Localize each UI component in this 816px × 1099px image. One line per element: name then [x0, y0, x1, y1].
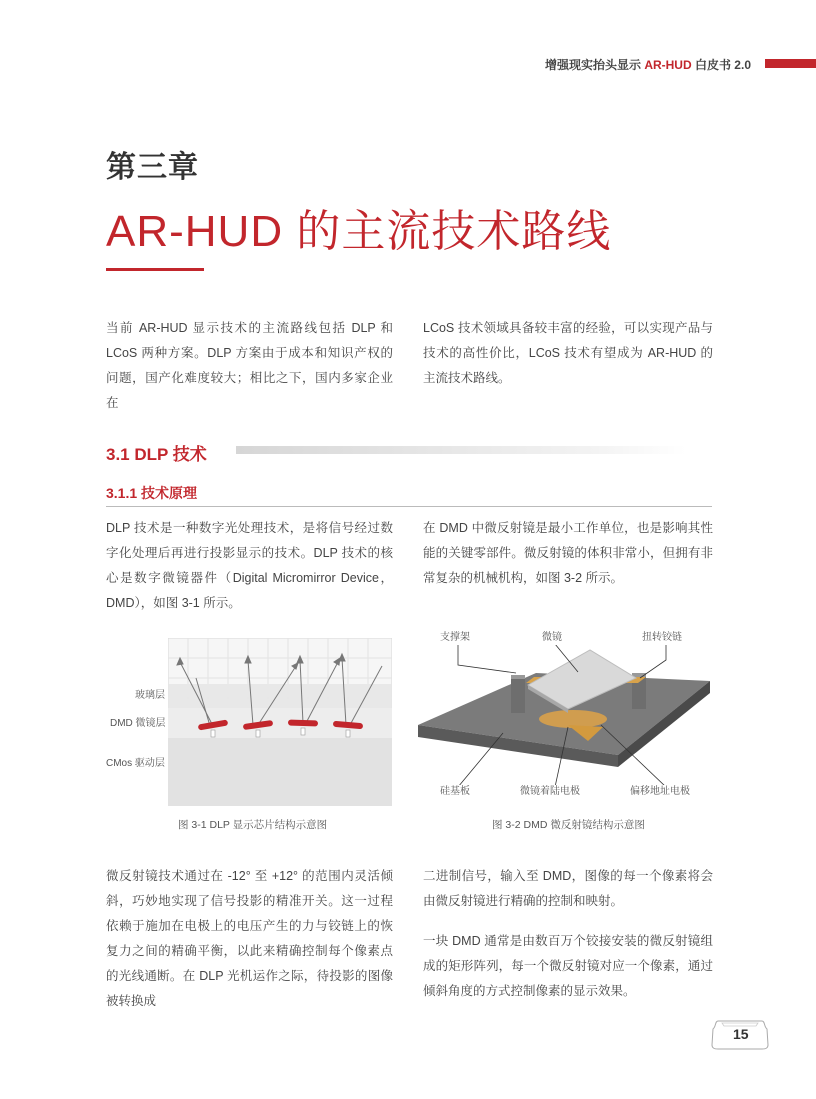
subsection-rule: [106, 506, 712, 507]
body2-left: 微反射镜技术通过在 -12° 至 +12° 的范围内灵活倾斜，巧妙地实现了信号投影的精准开关。这一过程依赖于施加在电极上的电压产生的力与铰链上的恢复力之间的精确平衡，以此来精确控制每个像素点的光线通断。在 DLP 光机运作之际，待投影的图像被转换成: [106, 869, 393, 1008]
section-bar: [236, 446, 686, 454]
label-landing-electrode: 微镜着陆电极: [520, 786, 580, 797]
page-number: 15: [733, 1026, 749, 1042]
label-support: 支撑架: [440, 632, 470, 643]
header-highlight: AR-HUD: [644, 58, 692, 72]
label-hinge: 扭转铰链: [642, 632, 682, 643]
support-post: [511, 677, 525, 713]
body2-right-1: 二进制信号，输入至 DMD，图像的每一个像素将会由微反射镜进行精确的控制和映射。: [423, 869, 713, 908]
label-mirror: 微镜: [542, 632, 562, 643]
header-suffix: 白皮书 2.0: [691, 58, 751, 72]
chapter-title: AR-HUD 的主流技术路线: [106, 207, 612, 256]
label-dmd-layer: DMD 微镜层: [110, 718, 166, 729]
dlp-chip-diagram: [168, 638, 392, 806]
header-accent-bar: [765, 59, 816, 68]
header-prefix: 增强现实抬头显示: [544, 58, 645, 72]
chapter-label: 第三章: [106, 151, 199, 184]
body1-right: 在 DMD 中微反射镜是最小工作单位，也是影响其性能的关键零部件。微反射镜的体积非常小，但拥有非常复杂的机械机构，如图 3-2 所示。: [423, 521, 713, 585]
body1-left: DLP 技术是一种数字光处理技术，是将信号经过数字化处理后再进行投影显示的技术。DLP 技术的核心是数字微镜器件（Digital Micromirror Device，DMD），如图 3-1 所示。: [106, 521, 393, 610]
label-cmos-layer: CMos 驱动层: [106, 758, 165, 769]
figure-caption-2: 图 3-2 DMD 微反射镜结构示意图: [492, 819, 645, 831]
dmd-mirror-diagram: [418, 645, 716, 785]
label-substrate: 硅基板: [440, 786, 470, 797]
intro-left: 当前 AR-HUD 显示技术的主流路线包括 DLP 和 LCoS 两种方案。DLP 方案由于成本和知识产权的问题，国产化难度较大；相比之下，国内多家企业在: [106, 321, 393, 410]
body2-right-2: 一块 DMD 通常是由数百万个铰接安装的微反射镜组成的矩形阵列，每一个微反射镜对应一个像素，通过倾斜角度的方式控制像素的显示效果。: [423, 934, 713, 998]
label-glass-layer: 玻璃层: [135, 690, 165, 701]
intro-right: LCoS 技术领域具备较丰富的经验，可以实现产品与技术的高性价比，LCoS 技术有望成为 AR-HUD 的主流技术路线。: [423, 321, 713, 385]
running-header: [545, 56, 751, 73]
section-heading: 3.1 DLP 技术: [106, 445, 207, 464]
title-rule: [106, 268, 204, 271]
figure-caption-1: 图 3-1 DLP 显示芯片结构示意图: [178, 819, 328, 831]
label-address-electrode: 偏移地址电极: [630, 786, 690, 797]
subsection-heading: 3.1.1 技术原理: [106, 485, 198, 501]
micromirror: [288, 719, 318, 726]
cmos-layer: [168, 738, 392, 806]
